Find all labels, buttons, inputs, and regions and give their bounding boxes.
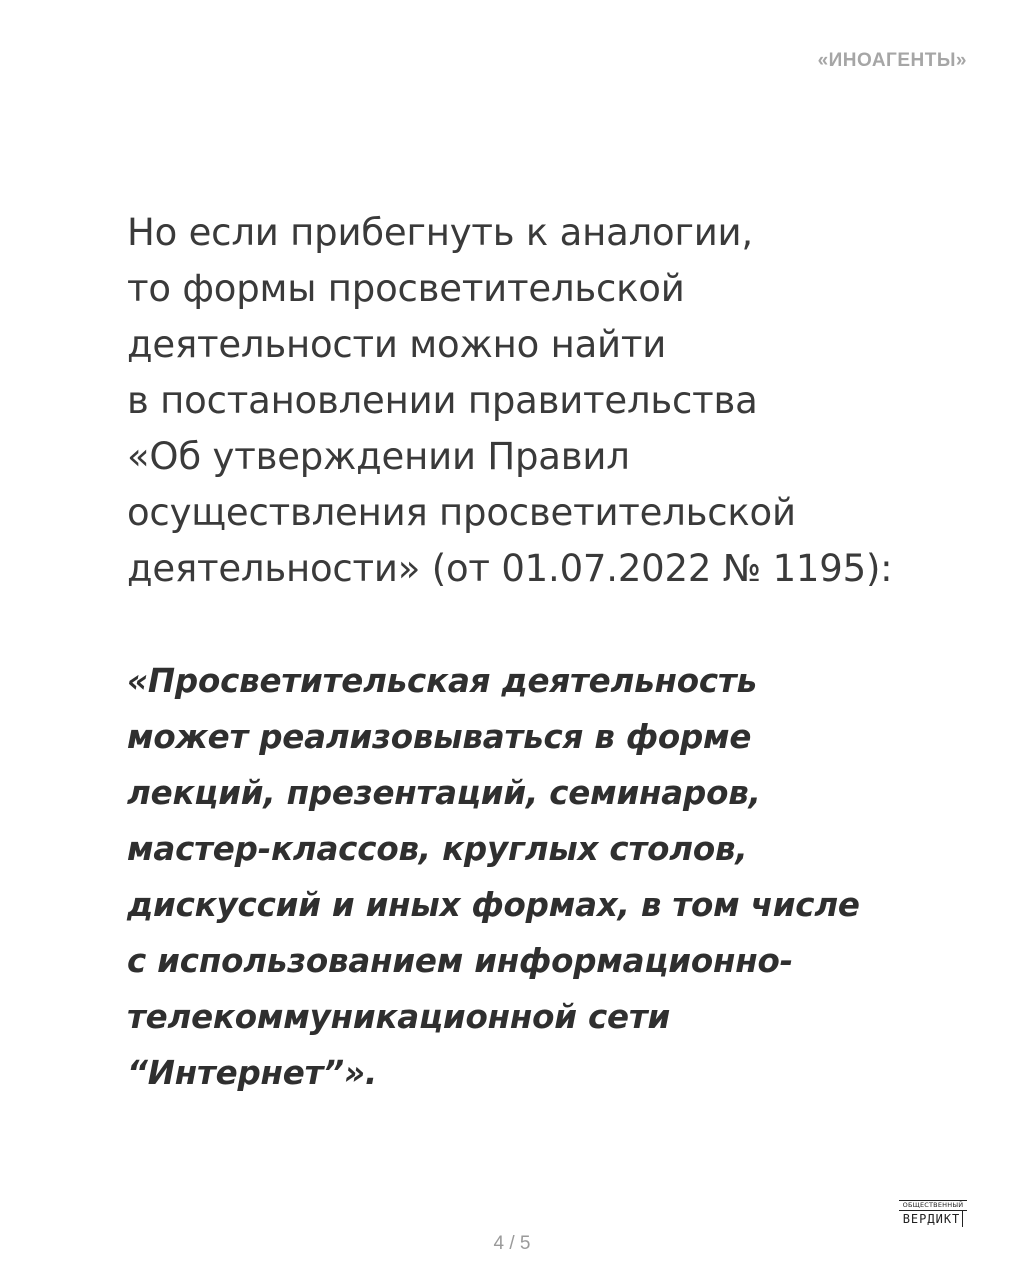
intro-line: осуществления просветительской [127,491,796,534]
brand-logo [899,1200,967,1231]
quote-line: “Интернет”». [127,1054,378,1092]
section-label: «ИНОАГЕНТЫ» [817,50,967,71]
logo-top-text: ОБЩЕСТВЕННЫЙ [899,1200,967,1211]
intro-line: «Об утверждении Правил [127,435,630,478]
quote-line: лекций, презентаций, семинаров, [127,774,761,812]
quote-line: телекоммуникационной сети [127,998,671,1036]
page-indicator: 4 / 5 [493,1233,531,1254]
main-content [127,205,987,1101]
intro-line: деятельности» (от 01.07.2022 № 1195): [127,547,893,590]
quote-paragraph [127,653,987,1101]
intro-line: Но если прибегнуть к аналогии, [127,211,753,254]
intro-line: деятельности можно найти [127,323,667,366]
quote-line: дискуссий и иных формах, в том числе [127,886,860,924]
intro-line: в постановлении правительства [127,379,758,422]
logo-bottom-text: ВЕРДИКТ [903,1211,964,1227]
intro-paragraph [127,205,987,597]
quote-line: может реализовываться в форме [127,718,752,756]
quote-line: «Просветительская деятельность [127,662,757,700]
quote-line: мастер-классов, круглых столов, [127,830,748,868]
intro-line: то формы просветительской [127,267,685,310]
quote-line: с использованием информационно- [127,942,793,980]
